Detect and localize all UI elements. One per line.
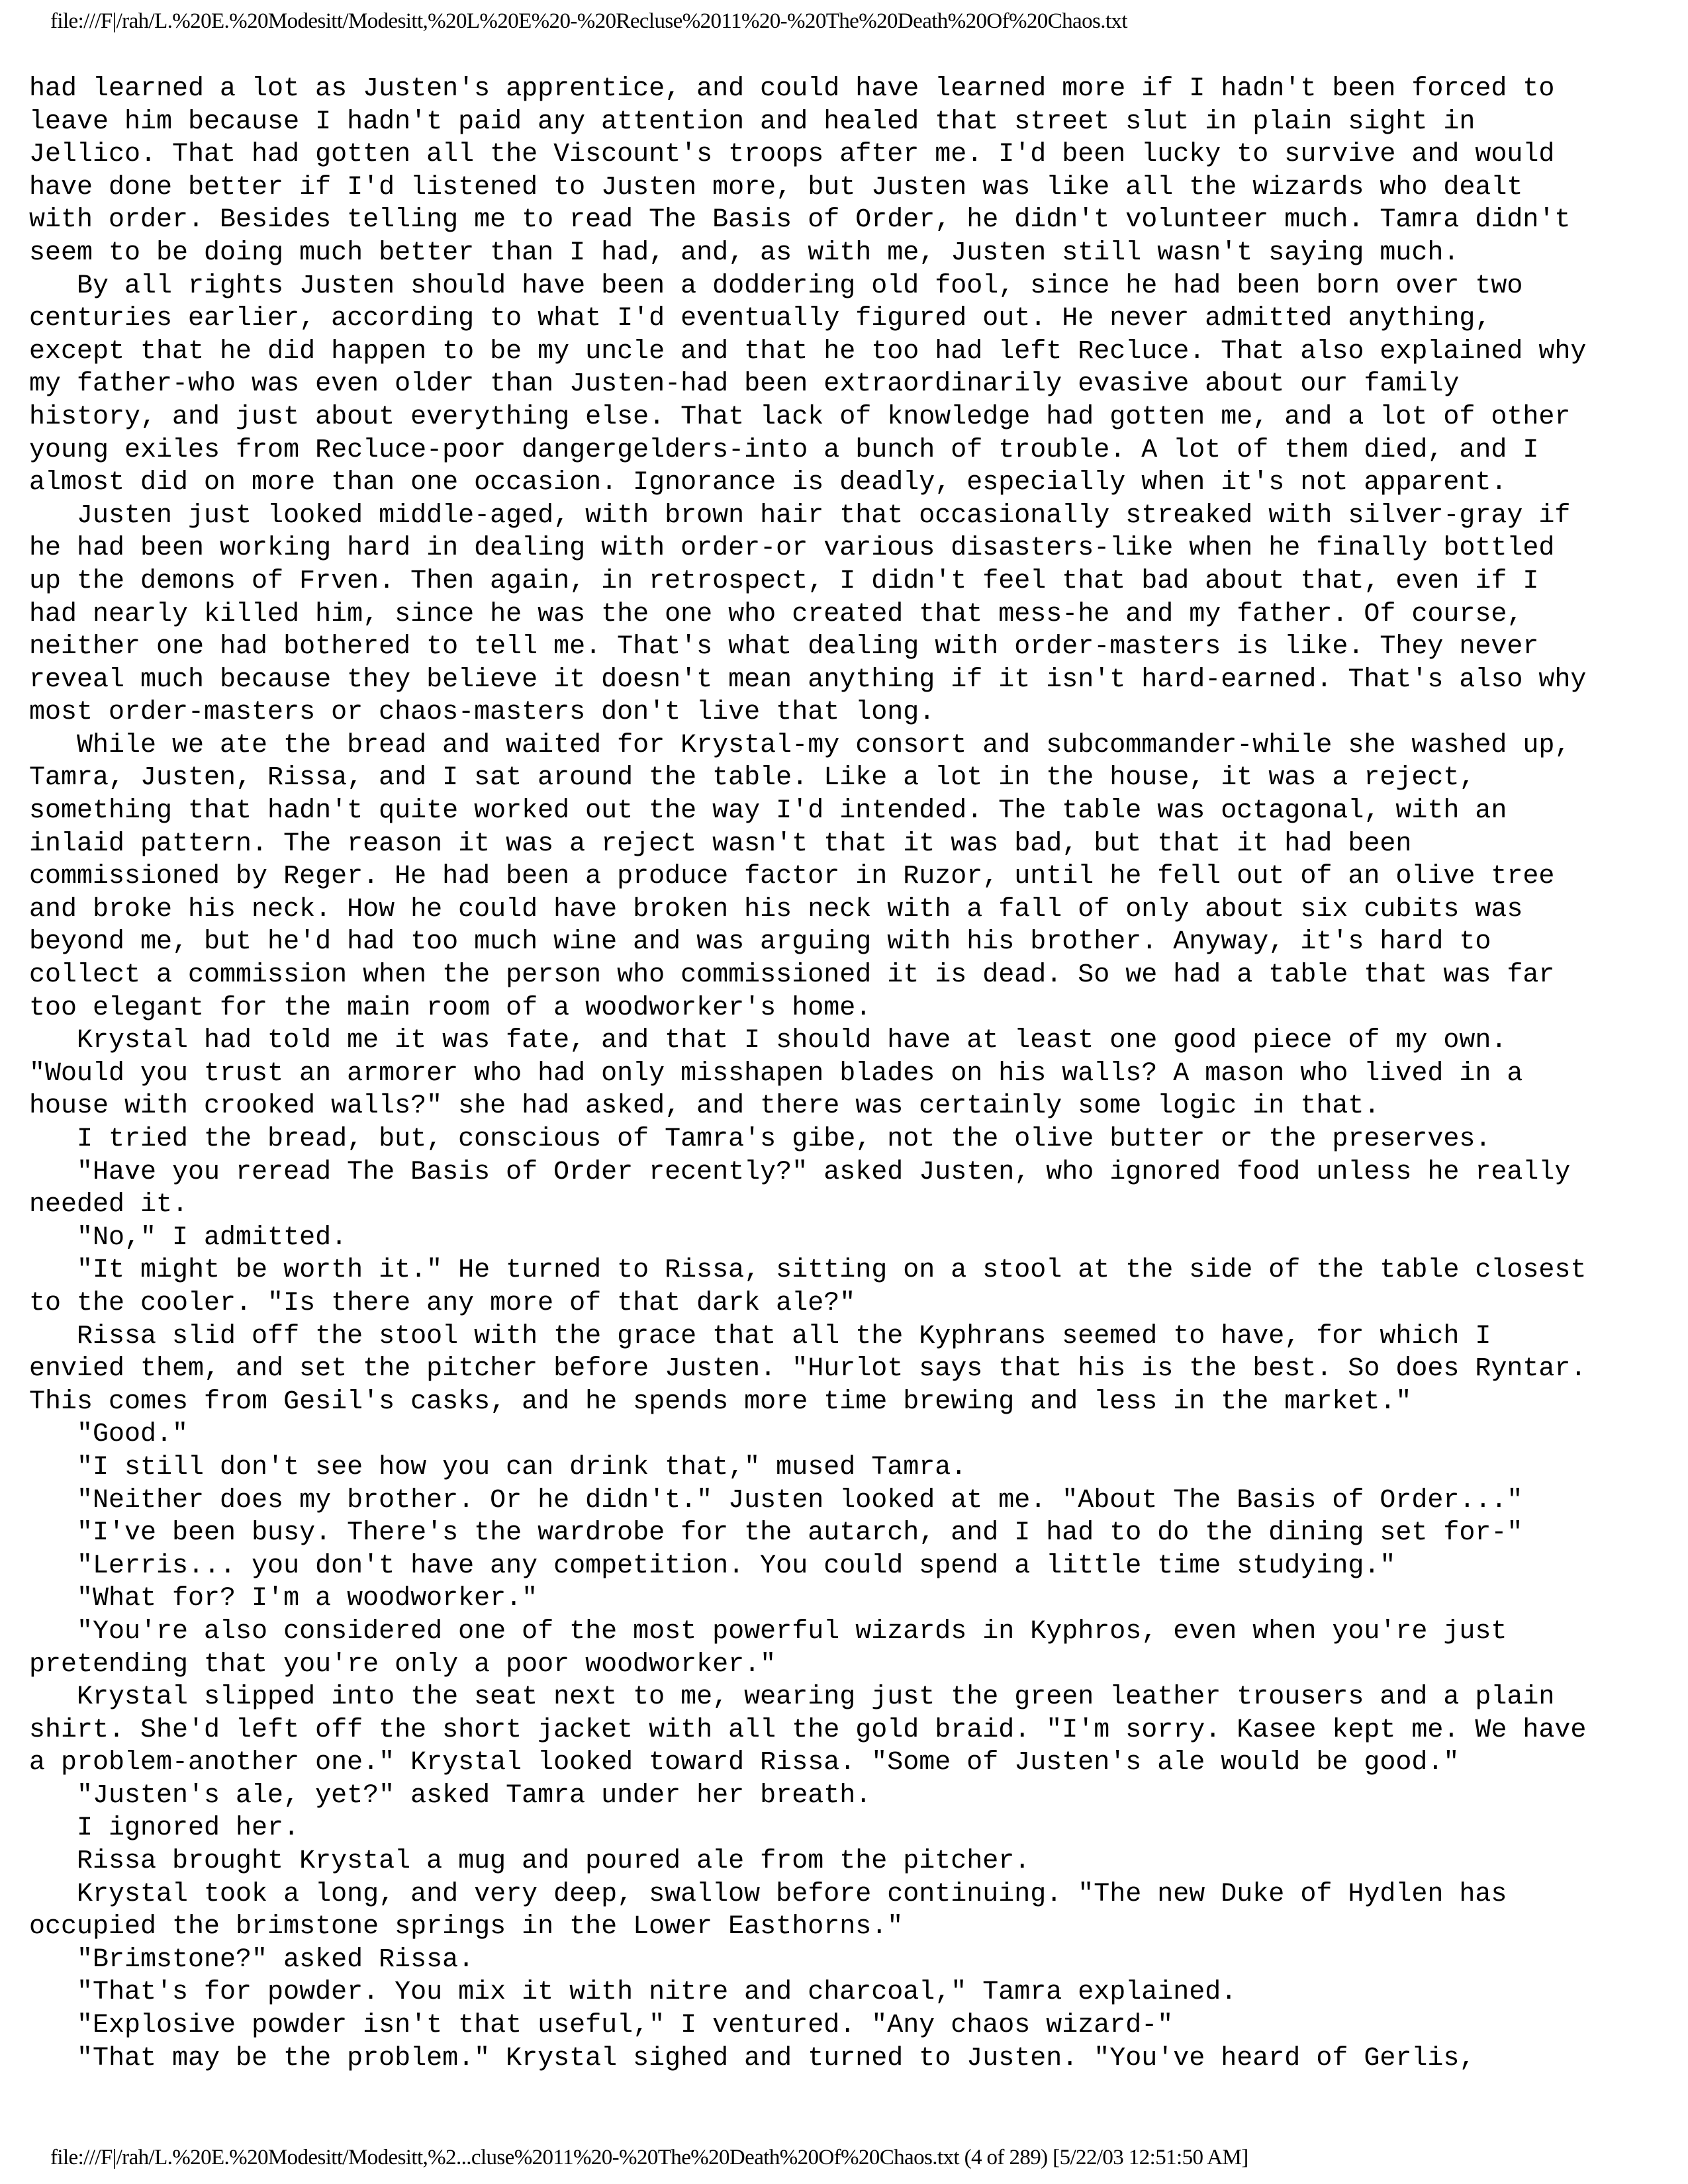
- text-line: Jellico. That had gotten all the Viscount's troops after me. I'd been lucky to survive and would: [29, 140, 1555, 170]
- text-line: most order-masters or chaos-masters don't live that long.: [29, 698, 935, 728]
- text-line: Rissa brought Krystal a mug and poured ale from the pitcher.: [29, 1846, 1031, 1877]
- text-line: had nearly killed him, since he was the one who created that mess-he and my father. Of course,: [29, 599, 1523, 629]
- text-line: This comes from Gesil's casks, and he spends more time brewing and less in the market.": [29, 1387, 1412, 1417]
- text-line: "Justen's ale, yet?" asked Tamra under her breath.: [29, 1780, 872, 1811]
- text-line: beyond me, but he'd had too much wine and was arguing with his brother. Anyway, it's hard to: [29, 927, 1491, 958]
- text-line: While we ate the bread and waited for Krystal-my consort and subcommander-while she washed up,: [29, 730, 1571, 760]
- text-line: too elegant for the main room of a woodworker's home.: [29, 993, 872, 1023]
- text-line: Krystal had told me it was fate, and that I should have at least one good piece of my own.: [29, 1026, 1507, 1056]
- text-line: "Neither does my brother. Or he didn't." Justen looked at me. "About The Basis of Order...": [29, 1485, 1523, 1516]
- text-line: neither one had bothered to tell me. That's what dealing with order-masters is like. They never: [29, 632, 1539, 662]
- text-line: "I still don't see how you can drink that," mused Tamra.: [29, 1452, 967, 1482]
- page-footer-url: file:///F|/rah/L.%20E.%20Modesitt/Modesitt,%2...cluse%2011%20-%20The%20Death%20Of%20Chaos.txt (4 of 289) [5/22/03 12:51:50 AM]: [50, 2146, 1248, 2169]
- text-line: "Explosive powder isn't that useful," I ventured. "Any chaos wizard-": [29, 2011, 1174, 2041]
- text-line: with order. Besides telling me to read The Basis of Order, he didn't volunteer much. Tamra didn't: [29, 205, 1571, 236]
- text-line: I ignored her.: [29, 1813, 300, 1844]
- text-line: commissioned by Reger. He had been a produce factor in Ruzor, until he fell out of an olive tree: [29, 862, 1555, 892]
- text-line: "You're also considered one of the most powerful wizards in Kyphros, even when you're just: [29, 1616, 1507, 1647]
- text-line: "No," I admitted.: [29, 1222, 348, 1253]
- text-line: leave him because I hadn't paid any attention and healed that street slut in plain sight in: [29, 107, 1476, 137]
- text-line: young exiles from Recluce-poor dangergelders-into a bunch of trouble. A lot of them died, and I: [29, 435, 1539, 465]
- text-line: Rissa slid off the stool with the grace that all the Kyphrans seemed to have, for which I: [29, 1321, 1491, 1351]
- text-line: By all rights Justen should have been a doddering old fool, since he had been born over two: [29, 271, 1523, 301]
- text-line: envied them, and set the pitcher before Justen. "Hurlot says that his is the best. So does Ryntar.: [29, 1354, 1587, 1385]
- text-line: "What for? I'm a woodworker.": [29, 1584, 538, 1614]
- text-line: centuries earlier, according to what I'd eventually figured out. He never admitted anything,: [29, 304, 1491, 334]
- text-line: collect a commission when the person who commissioned it is dead. So we had a table that was far: [29, 960, 1555, 991]
- text-line: had learned a lot as Justen's apprentice, and could have learned more if I hadn't been forced to: [29, 74, 1555, 104]
- text-line: "Brimstone?" asked Rissa.: [29, 1944, 475, 1975]
- text-line: shirt. She'd left off the short jacket with all the gold braid. "I'm sorry. Kasee kept me. We have: [29, 1715, 1587, 1745]
- text-line: occupied the brimstone springs in the Lower Easthorns.": [29, 1912, 904, 1942]
- text-line: "Have you reread The Basis of Order recently?" asked Justen, who ignored food unless he really: [29, 1157, 1571, 1187]
- text-line: seem to be doing much better than I had, and, as with me, Justen still wasn't saying much.: [29, 238, 1460, 268]
- text-line: up the demons of Frven. Then again, in retrospect, I didn't feel that bad about that, even if I: [29, 566, 1539, 596]
- text-line: "It might be worth it." He turned to Rissa, sitting on a stool at the side of the table closest: [29, 1255, 1587, 1286]
- text-line: pretending that you're only a poor woodworker.": [29, 1649, 776, 1680]
- page-header-url: file:///F|/rah/L.%20E.%20Modesitt/Modesitt,%20L%20E%20-%20Recluse%2011%20-%20The%20Death%20Of%20Chaos.txt: [50, 9, 1127, 33]
- text-line: almost did on more than one occasion. Ignorance is deadly, especially when it's not apparent.: [29, 468, 1507, 498]
- text-line: "Would you trust an armorer who had only misshapen blades on his walls? A mason who lived in a: [29, 1058, 1523, 1089]
- text-line: Justen just looked middle-aged, with brown hair that occasionally streaked with silver-gray if: [29, 500, 1571, 531]
- text-line: "That may be the problem." Krystal sighed and turned to Justen. "You've heard of Gerlis,: [29, 2043, 1476, 2073]
- text-line: Tamra, Justen, Rissa, and I sat around the table. Like a lot in the house, it was a reject,: [29, 763, 1476, 794]
- text-line: "I've been busy. There's the wardrobe for the autarch, and I had to do the dining set for-": [29, 1518, 1523, 1549]
- text-line: to the cooler. "Is there any more of that dark ale?": [29, 1288, 856, 1318]
- text-line: Krystal slipped into the seat next to me, wearing just the green leather trousers and a plain: [29, 1682, 1555, 1713]
- text-line: reveal much because they believe it doesn't mean anything if it isn't hard-earned. That's also why: [29, 664, 1587, 695]
- text-line: he had been working hard in dealing with order-or various disasters-like when he finally bottled: [29, 533, 1555, 564]
- text-line: Krystal took a long, and very deep, swallow before continuing. "The new Duke of Hydlen has: [29, 1879, 1507, 1909]
- text-line: history, and just about everything else. That lack of knowledge had gotten me, and a lot of other: [29, 402, 1571, 432]
- text-line: have done better if I'd listened to Justen more, but Justen was like all the wizards who dealt: [29, 172, 1523, 203]
- text-line: my father-who was even older than Justen-had been extraordinarily evasive about our family: [29, 369, 1460, 400]
- text-line: needed it.: [29, 1190, 189, 1220]
- text-line: a problem-another one." Krystal looked toward Rissa. "Some of Justen's ale would be good.": [29, 1748, 1460, 1778]
- text-line: except that he did happen to be my uncle and that he too had left Recluce. That also explained why: [29, 336, 1587, 367]
- text-line: "That's for powder. You mix it with nitre and charcoal," Tamra explained.: [29, 1978, 1237, 2008]
- text-line: inlaid pattern. The reason it was a reject wasn't that it was bad, but that it had been: [29, 829, 1412, 859]
- text-line: "Good.": [29, 1420, 189, 1450]
- text-line: I tried the bread, but, conscious of Tamra's gibe, not the olive butter or the preserves.: [29, 1124, 1491, 1154]
- document-body: [29, 73, 1671, 2075]
- text-line: and broke his neck. How he could have broken his neck with a fall of only about six cubits was: [29, 894, 1523, 925]
- text-line: something that hadn't quite worked out the way I'd intended. The table was octagonal, with an: [29, 796, 1507, 827]
- text-line: "Lerris... you don't have any competition. You could spend a little time studying.": [29, 1551, 1396, 1581]
- text-line: house with crooked walls?" she had asked, and there was certainly some logic in that.: [29, 1091, 1380, 1122]
